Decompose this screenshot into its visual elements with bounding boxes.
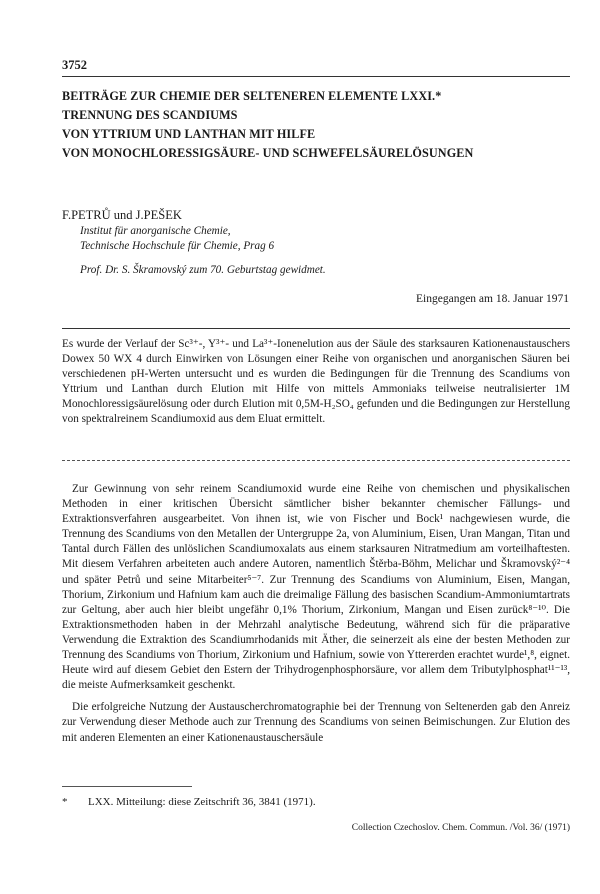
body-text <box>62 482 570 746</box>
received-date: Eingegangen am 18. Januar 1971 <box>416 293 569 305</box>
footnote-text: LXX. Mitteilung: diese Zeitschrift 36, 3841 (1971). <box>88 796 316 808</box>
title-line-4: VON MONOCHLORESSIGSÄURE- UND SCHWEFELSÄURELÖSUNGEN <box>62 146 474 160</box>
header-rule <box>62 76 570 77</box>
institution-line-2: Technische Hochschule für Chemie, Prag 6 <box>80 240 275 252</box>
dedication: Prof. Dr. S. Škramovský zum 70. Geburtstag gewidmet. <box>80 264 326 276</box>
footnote-mark: * <box>62 796 68 808</box>
article-title <box>62 87 582 163</box>
title-line-3: VON YTTRIUM UND LANTHAN MIT HILFE <box>62 127 316 141</box>
body-paragraph-2: Die erfolgreiche Nutzung der Austauscherchromatographie bei der Trennung von Seltenerden gab den Anreiz zur Verwendung dieser Methode auch zur Trennung des Scandiums von seinen Beimischungen. Zur Elution des mit anderen Elementen an einer Kationenaustauschersäule <box>62 701 570 744</box>
body-paragraph-1: Zur Gewinnung von sehr reinem Scandiumoxid wurde eine Reihe von chemischen und physikalischen Methoden in einer kritischen Übersicht sämtlicher bisher bekannter chemischer Fällungs- und Extraktionsverfahren ausgearbeitet. Von ihnen ist, wie von Fischer und Bock¹ nachgewiesen wurde, die Trennung des Scandiums von den Metallen der Untergruppe 2a, von Aluminium, Eisen, Uran Mangan, Titan und Tantal durch Fällen des unlöslichen Scandiumoxalats aus einem starksauren Nitratmedium am vorteilhaftesten. Mit diesem Verfahren arbeiteten auch andere Autoren, namentlich Štěrba-Böhm, Melichar und Škramovský²⁻⁴ und später Petrů und seine Mitarbeiter⁵⁻⁷. Zur Trennung des Scandiums von Aluminium, Eisen, Mangan, Thorium, Zirkonium und Hafnium kam auch die dreimalige Fällung des basischen Scandium-Ammoniumtartrats zur Geltung, aber auch hier bleibt ungefähr 0,1% Thorium, Zirkonium, Mangan und Eisen zurück⁸⁻¹⁰. Die Extraktionsmethoden haben in der Mehrzahl analytische Bedeutung, während sich für die präparative Verwendung die Extraktion des Scandiumrhodanids mit Äther, die seinerzeit als eine der besten Methoden zur Trennung des Scandiums von Thorium, Zirkonium und Hafnium, sowie von Yttererden erachtet wurde¹,⁸, eignet. Heute wird auf diesem Gebiet den Estern der Trihydrogenphosphorsäure, vor allem dem Tributylphosphat¹¹⁻¹³, die meiste Aufmerksamkeit geschenkt. <box>62 483 570 692</box>
title-line-2: TRENNUNG DES SCANDIUMS <box>62 108 238 122</box>
institution <box>80 224 274 254</box>
institution-line-1: Institut für anorganische Chemie, <box>80 225 231 237</box>
abstract-top-rule <box>62 328 570 329</box>
abstract-bottom-rule <box>62 460 570 461</box>
authors: F.PETRŮ und J.PEŠEK <box>62 208 182 222</box>
abstract: Es wurde der Verlauf der Sc³⁺-, Y³⁺- und La³⁺-Ionenelution aus der Säule des starksauren Kationenaustauschers Dowex 50 WX 4 durch Einwirken von Lösungen einer Reihe von organischen und anorganischen Säuren bei verschiedenen pH-Werten untersucht und es wurden die Bedingungen für die Trennung des Scandiums von Yttrium und Lanthan durch Elution mit Hilfe von mittels Ammoniaks teilweise neutralisierter 1M Monochloressigsäurelösung oder durch Elution mit 0,5M-H₂SO₄ gefunden und die Bedingungen zur Herstellung von spektralreinem Scandiumoxid aus dem Eluat ermittelt. <box>62 338 570 425</box>
journal-reference: Collection Czechoslov. Chem. Commun. /Vol. 36/ (1971) <box>351 823 570 833</box>
title-line-1: BEITRÄGE ZUR CHEMIE DER SELTENEREN ELEMENTE LXXI.* <box>62 89 442 103</box>
page-number: 3752 <box>62 58 87 72</box>
footnote <box>62 796 316 808</box>
footnote-rule <box>62 786 192 787</box>
